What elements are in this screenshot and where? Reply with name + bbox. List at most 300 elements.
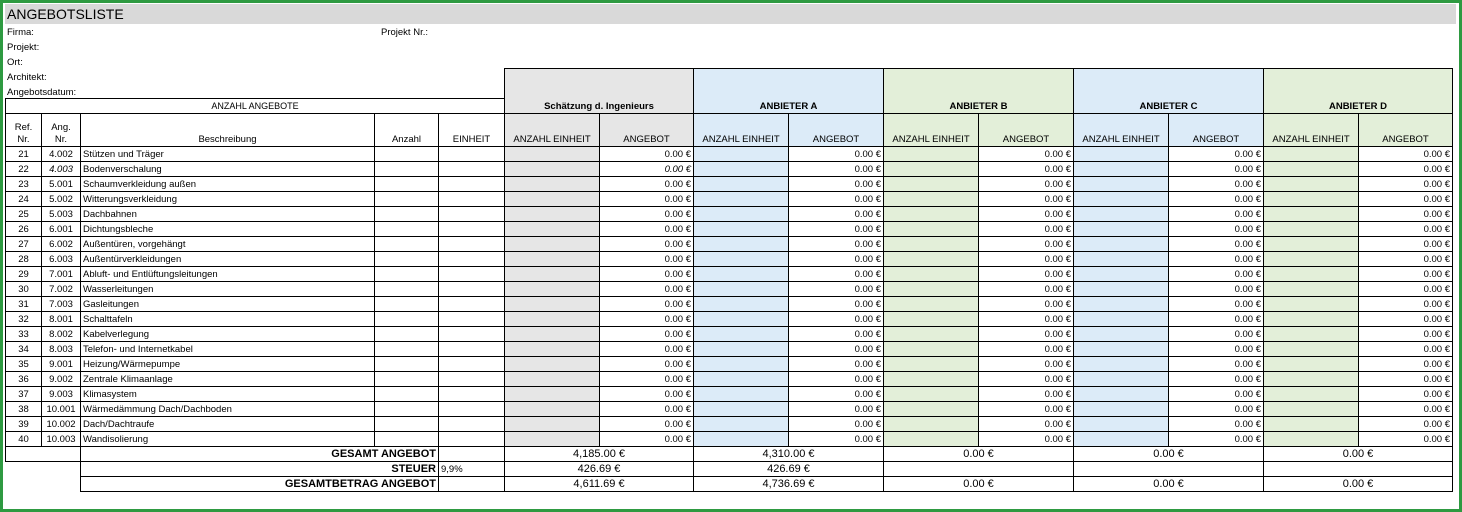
row-anzahl-einheit-anbieter-d[interactable] — [1264, 252, 1359, 267]
row-anzahl-einheit-anbieter-a[interactable] — [694, 357, 789, 372]
row-anzahl-einheit-anbieter-c[interactable] — [1074, 387, 1169, 402]
row-angebot-anbieter-c[interactable]: 0.00 € — [1169, 207, 1264, 222]
row-angebot-anbieter-d[interactable]: 0.00 € — [1359, 162, 1453, 177]
row-einheit[interactable] — [439, 222, 505, 237]
row-anzahl-einheit-anbieter-b[interactable] — [884, 402, 979, 417]
header-anzahl: Anzahl — [375, 114, 439, 147]
row-angebot-estimate[interactable]: 0.00 € — [600, 297, 694, 312]
header-spacer-c — [1074, 69, 1264, 99]
row-angebot-anbieter-a[interactable]: 0.00 € — [789, 387, 884, 402]
row-angebot-estimate[interactable]: 0.00 € — [600, 222, 694, 237]
row-beschreibung[interactable]: Außentüren, vorgehängt — [81, 237, 375, 252]
header-angebot-estimate: ANGEBOT — [600, 114, 694, 147]
row-ang-nr: 4.003 — [42, 162, 81, 177]
row-beschreibung[interactable]: Wasserleitungen — [81, 282, 375, 297]
row-angebot-anbieter-a[interactable]: 0.00 € — [789, 267, 884, 282]
row-anzahl-einheit-anbieter-b[interactable] — [884, 252, 979, 267]
row-ref: 28 — [6, 252, 42, 267]
row-beschreibung[interactable]: Bodenverschalung — [81, 162, 375, 177]
row-anzahl-einheit-estimate[interactable] — [505, 267, 600, 282]
row-anzahl-einheit-anbieter-b[interactable] — [884, 192, 979, 207]
row-beschreibung[interactable]: Witterungsverkleidung — [81, 192, 375, 207]
row-anzahl-einheit-anbieter-c[interactable] — [1074, 237, 1169, 252]
row-anzahl-einheit-anbieter-d[interactable] — [1264, 192, 1359, 207]
row-einheit[interactable] — [439, 237, 505, 252]
row-einheit[interactable] — [439, 372, 505, 387]
row-anzahl-einheit-anbieter-d[interactable] — [1264, 327, 1359, 342]
row-ref: 37 — [6, 387, 42, 402]
header-angebot-anbieter-b: ANGEBOT — [979, 114, 1074, 147]
row-anzahl-einheit-estimate[interactable] — [505, 252, 600, 267]
row-einheit[interactable] — [439, 177, 505, 192]
row-angebot-anbieter-a[interactable]: 0.00 € — [789, 357, 884, 372]
row-anzahl-einheit-anbieter-a[interactable] — [694, 417, 789, 432]
row-anzahl-einheit-anbieter-a[interactable] — [694, 147, 789, 162]
summary-steuer — [6, 462, 1453, 477]
row-anzahl[interactable] — [375, 342, 439, 357]
summary-gesamt-anbieter-c: 0.00 € — [1074, 447, 1264, 462]
row-anzahl-einheit-anbieter-a[interactable] — [694, 162, 789, 177]
row-beschreibung[interactable]: Kabelverlegung — [81, 327, 375, 342]
row-einheit[interactable] — [439, 207, 505, 222]
row-angebot-anbieter-a[interactable]: 0.00 € — [789, 342, 884, 357]
row-ang-nr: 10.003 — [42, 432, 81, 447]
row-anzahl-einheit-anbieter-d[interactable] — [1264, 222, 1359, 237]
row-anzahl-einheit-anbieter-d[interactable] — [1264, 342, 1359, 357]
row-angebot-anbieter-b[interactable]: 0.00 € — [979, 327, 1074, 342]
row-anzahl-einheit-anbieter-b[interactable] — [884, 267, 979, 282]
header-ref: Ref. Nr. — [6, 114, 42, 147]
row-einheit[interactable] — [439, 417, 505, 432]
row-angebot-anbieter-c[interactable]: 0.00 € — [1169, 417, 1264, 432]
row-beschreibung[interactable]: Wärmedämmung Dach/Dachboden — [81, 402, 375, 417]
row-anzahl-einheit-anbieter-c[interactable] — [1074, 432, 1169, 447]
row-anzahl-einheit-anbieter-d[interactable] — [1264, 357, 1359, 372]
row-angebot-anbieter-b[interactable]: 0.00 € — [979, 222, 1074, 237]
row-ref: 21 — [6, 147, 42, 162]
row-angebot-anbieter-c[interactable]: 0.00 € — [1169, 267, 1264, 282]
row-angebot-anbieter-c[interactable]: 0.00 € — [1169, 402, 1264, 417]
row-einheit[interactable] — [439, 267, 505, 282]
row-anzahl-einheit-anbieter-a[interactable] — [694, 282, 789, 297]
row-angebot-estimate[interactable]: 0.00 € — [600, 162, 694, 177]
row-angebot-anbieter-b[interactable]: 0.00 € — [979, 372, 1074, 387]
row-beschreibung[interactable]: Dichtungsbleche — [81, 222, 375, 237]
row-ref: 31 — [6, 297, 42, 312]
row-angebot-estimate[interactable]: 0.00 € — [600, 372, 694, 387]
row-anzahl-einheit-anbieter-c[interactable] — [1074, 342, 1169, 357]
row-angebot-anbieter-a[interactable]: 0.00 € — [789, 282, 884, 297]
row-anzahl-einheit-anbieter-b[interactable] — [884, 357, 979, 372]
row-angebot-anbieter-d[interactable]: 0.00 € — [1359, 342, 1453, 357]
row-anzahl-einheit-estimate[interactable] — [505, 297, 600, 312]
table-row — [6, 147, 1453, 162]
row-einheit[interactable] — [439, 192, 505, 207]
row-anzahl-einheit-anbieter-b[interactable] — [884, 327, 979, 342]
row-anzahl-einheit-anbieter-b[interactable] — [884, 162, 979, 177]
row-anzahl-einheit-anbieter-c[interactable] — [1074, 192, 1169, 207]
row-angebot-anbieter-d[interactable]: 0.00 € — [1359, 402, 1453, 417]
row-anzahl-einheit-anbieter-b[interactable] — [884, 222, 979, 237]
row-angebot-anbieter-d[interactable]: 0.00 € — [1359, 252, 1453, 267]
row-einheit[interactable] — [439, 432, 505, 447]
row-anzahl-einheit-anbieter-b[interactable] — [884, 342, 979, 357]
row-anzahl-einheit-anbieter-c[interactable] — [1074, 252, 1169, 267]
summary-gesamtbetrag-anbieter-a: 4,736.69 € — [694, 477, 884, 492]
row-anzahl-einheit-anbieter-b[interactable] — [884, 417, 979, 432]
row-ref: 29 — [6, 267, 42, 282]
row-anzahl[interactable] — [375, 327, 439, 342]
row-angebot-estimate[interactable]: 0.00 € — [600, 177, 694, 192]
row-beschreibung[interactable]: Dachbahnen — [81, 207, 375, 222]
row-anzahl-einheit-estimate[interactable] — [505, 342, 600, 357]
row-angebot-anbieter-a[interactable]: 0.00 € — [789, 327, 884, 342]
row-angebot-anbieter-b[interactable]: 0.00 € — [979, 282, 1074, 297]
row-anzahl-einheit-anbieter-c[interactable] — [1074, 177, 1169, 192]
row-angebot-anbieter-d[interactable]: 0.00 € — [1359, 327, 1453, 342]
header-anbieter-b: ANBIETER B — [884, 99, 1074, 114]
row-anzahl-einheit-anbieter-d[interactable] — [1264, 267, 1359, 282]
row-anzahl-einheit-estimate[interactable] — [505, 312, 600, 327]
row-beschreibung[interactable]: Stützen und Träger — [81, 147, 375, 162]
row-angebot-anbieter-d[interactable]: 0.00 € — [1359, 357, 1453, 372]
row-angebot-estimate[interactable]: 0.00 € — [600, 432, 694, 447]
row-anzahl-einheit-anbieter-d[interactable] — [1264, 297, 1359, 312]
row-einheit[interactable] — [439, 387, 505, 402]
header-anzahl-angebote: ANZAHL ANGEBOTE — [6, 99, 505, 114]
row-ref: 27 — [6, 237, 42, 252]
row-anzahl[interactable] — [375, 417, 439, 432]
row-anzahl-einheit-anbieter-a[interactable] — [694, 192, 789, 207]
row-anzahl[interactable] — [375, 237, 439, 252]
row-anzahl-einheit-anbieter-d[interactable] — [1264, 162, 1359, 177]
row-angebot-anbieter-a[interactable]: 0.00 € — [789, 237, 884, 252]
row-angebot-anbieter-b[interactable]: 0.00 € — [979, 312, 1074, 327]
table-row — [6, 327, 1453, 342]
row-anzahl[interactable] — [375, 252, 439, 267]
row-anzahl[interactable] — [375, 147, 439, 162]
row-angebot-anbieter-b[interactable]: 0.00 € — [979, 207, 1074, 222]
row-ang-nr: 7.001 — [42, 267, 81, 282]
row-anzahl[interactable] — [375, 297, 439, 312]
row-angebot-estimate[interactable]: 0.00 € — [600, 252, 694, 267]
row-einheit[interactable] — [439, 297, 505, 312]
row-angebot-anbieter-d[interactable]: 0.00 € — [1359, 372, 1453, 387]
row-anzahl-einheit-anbieter-d[interactable] — [1264, 147, 1359, 162]
row-angebot-anbieter-b[interactable]: 0.00 € — [979, 267, 1074, 282]
row-anzahl-einheit-anbieter-d[interactable] — [1264, 432, 1359, 447]
row-einheit[interactable] — [439, 252, 505, 267]
row-anzahl-einheit-anbieter-a[interactable] — [694, 387, 789, 402]
row-angebot-anbieter-b[interactable]: 0.00 € — [979, 162, 1074, 177]
header-anbieter-a: ANBIETER A — [694, 99, 884, 114]
row-anzahl-einheit-anbieter-b[interactable] — [884, 177, 979, 192]
row-anzahl-einheit-estimate[interactable] — [505, 192, 600, 207]
row-angebot-anbieter-c[interactable]: 0.00 € — [1169, 432, 1264, 447]
row-anzahl-einheit-anbieter-b[interactable] — [884, 207, 979, 222]
row-angebot-estimate[interactable]: 0.00 € — [600, 207, 694, 222]
header-spacer — [6, 69, 505, 99]
row-anzahl-einheit-anbieter-b[interactable] — [884, 297, 979, 312]
summary-steuer-blank — [6, 462, 81, 477]
row-angebot-anbieter-b[interactable]: 0.00 € — [979, 402, 1074, 417]
row-angebot-estimate[interactable]: 0.00 € — [600, 327, 694, 342]
row-anzahl-einheit-estimate[interactable] — [505, 282, 600, 297]
row-angebot-anbieter-a[interactable]: 0.00 € — [789, 402, 884, 417]
row-angebot-anbieter-c[interactable]: 0.00 € — [1169, 252, 1264, 267]
row-anzahl-einheit-anbieter-a[interactable] — [694, 207, 789, 222]
row-anzahl[interactable] — [375, 357, 439, 372]
row-anzahl-einheit-estimate[interactable] — [505, 327, 600, 342]
row-anzahl-einheit-anbieter-b[interactable] — [884, 372, 979, 387]
row-angebot-anbieter-c[interactable]: 0.00 € — [1169, 177, 1264, 192]
row-angebot-estimate[interactable]: 0.00 € — [600, 192, 694, 207]
row-anzahl[interactable] — [375, 432, 439, 447]
row-angebot-anbieter-c[interactable]: 0.00 € — [1169, 282, 1264, 297]
row-angebot-anbieter-c[interactable]: 0.00 € — [1169, 312, 1264, 327]
table-row — [6, 417, 1453, 432]
row-angebot-anbieter-c[interactable]: 0.00 € — [1169, 147, 1264, 162]
row-ang-nr: 9.003 — [42, 387, 81, 402]
row-beschreibung[interactable]: Heizung/Wärmepumpe — [81, 357, 375, 372]
row-anzahl[interactable] — [375, 372, 439, 387]
row-einheit[interactable] — [439, 282, 505, 297]
row-angebot-anbieter-d[interactable]: 0.00 € — [1359, 177, 1453, 192]
row-angebot-anbieter-c[interactable]: 0.00 € — [1169, 162, 1264, 177]
row-anzahl[interactable] — [375, 312, 439, 327]
row-anzahl-einheit-anbieter-c[interactable] — [1074, 372, 1169, 387]
row-anzahl-einheit-anbieter-b[interactable] — [884, 282, 979, 297]
row-anzahl-einheit-anbieter-c[interactable] — [1074, 207, 1169, 222]
row-beschreibung[interactable]: Schaumverkleidung außen — [81, 177, 375, 192]
row-anzahl-einheit-anbieter-d[interactable] — [1264, 282, 1359, 297]
row-anzahl-einheit-anbieter-a[interactable] — [694, 222, 789, 237]
row-angebot-anbieter-d[interactable]: 0.00 € — [1359, 267, 1453, 282]
row-anzahl-einheit-estimate[interactable] — [505, 357, 600, 372]
row-angebot-estimate[interactable]: 0.00 € — [600, 312, 694, 327]
row-angebot-anbieter-c[interactable]: 0.00 € — [1169, 327, 1264, 342]
row-beschreibung[interactable]: Zentrale Klimaanlage — [81, 372, 375, 387]
row-angebot-anbieter-b[interactable]: 0.00 € — [979, 237, 1074, 252]
row-angebot-anbieter-d[interactable]: 0.00 € — [1359, 297, 1453, 312]
row-angebot-anbieter-b[interactable]: 0.00 € — [979, 342, 1074, 357]
row-angebot-anbieter-a[interactable]: 0.00 € — [789, 147, 884, 162]
row-angebot-anbieter-a[interactable]: 0.00 € — [789, 312, 884, 327]
row-angebot-anbieter-b[interactable]: 0.00 € — [979, 432, 1074, 447]
row-anzahl-einheit-anbieter-c[interactable] — [1074, 417, 1169, 432]
row-anzahl-einheit-anbieter-c[interactable] — [1074, 297, 1169, 312]
row-anzahl-einheit-anbieter-d[interactable] — [1264, 312, 1359, 327]
row-einheit[interactable] — [439, 357, 505, 372]
row-anzahl-einheit-anbieter-c[interactable] — [1074, 147, 1169, 162]
row-einheit[interactable] — [439, 312, 505, 327]
row-anzahl-einheit-estimate[interactable] — [505, 237, 600, 252]
row-anzahl-einheit-anbieter-b[interactable] — [884, 432, 979, 447]
row-anzahl-einheit-anbieter-a[interactable] — [694, 267, 789, 282]
row-angebot-anbieter-d[interactable]: 0.00 € — [1359, 147, 1453, 162]
row-angebot-anbieter-c[interactable]: 0.00 € — [1169, 297, 1264, 312]
row-angebot-anbieter-a[interactable]: 0.00 € — [789, 177, 884, 192]
row-angebot-anbieter-d[interactable]: 0.00 € — [1359, 417, 1453, 432]
summary-gesamtbetrag-estimate: 4,611.69 € — [505, 477, 694, 492]
row-anzahl-einheit-anbieter-c[interactable] — [1074, 282, 1169, 297]
row-angebot-estimate[interactable]: 0.00 € — [600, 267, 694, 282]
row-beschreibung[interactable]: Wandisolierung — [81, 432, 375, 447]
summary-gesamt-label: GESAMT ANGEBOT — [81, 447, 439, 462]
row-angebot-anbieter-b[interactable]: 0.00 € — [979, 387, 1074, 402]
row-angebot-anbieter-b[interactable]: 0.00 € — [979, 252, 1074, 267]
row-angebot-anbieter-d[interactable]: 0.00 € — [1359, 192, 1453, 207]
row-anzahl-einheit-anbieter-a[interactable] — [694, 432, 789, 447]
row-einheit[interactable] — [439, 342, 505, 357]
row-anzahl[interactable] — [375, 162, 439, 177]
row-anzahl[interactable] — [375, 282, 439, 297]
row-anzahl-einheit-estimate[interactable] — [505, 387, 600, 402]
row-anzahl-einheit-anbieter-d[interactable] — [1264, 417, 1359, 432]
row-angebot-anbieter-c[interactable]: 0.00 € — [1169, 237, 1264, 252]
row-anzahl[interactable] — [375, 387, 439, 402]
summary-gesamt — [6, 447, 1453, 462]
row-angebot-estimate[interactable]: 0.00 € — [600, 237, 694, 252]
row-einheit[interactable] — [439, 147, 505, 162]
row-angebot-anbieter-c[interactable]: 0.00 € — [1169, 342, 1264, 357]
row-angebot-anbieter-d[interactable]: 0.00 € — [1359, 432, 1453, 447]
row-angebot-estimate[interactable]: 0.00 € — [600, 387, 694, 402]
table-row — [6, 237, 1453, 252]
row-angebot-anbieter-b[interactable]: 0.00 € — [979, 147, 1074, 162]
row-angebot-anbieter-a[interactable]: 0.00 € — [789, 222, 884, 237]
row-anzahl[interactable] — [375, 402, 439, 417]
row-beschreibung[interactable]: Dach/Dachtraufe — [81, 417, 375, 432]
row-anzahl-einheit-anbieter-a[interactable] — [694, 237, 789, 252]
row-anzahl-einheit-anbieter-a[interactable] — [694, 402, 789, 417]
row-anzahl-einheit-anbieter-a[interactable] — [694, 312, 789, 327]
row-angebot-anbieter-b[interactable]: 0.00 € — [979, 417, 1074, 432]
row-angebot-anbieter-b[interactable]: 0.00 € — [979, 192, 1074, 207]
row-angebot-anbieter-a[interactable]: 0.00 € — [789, 432, 884, 447]
info-ort: Ort: — [7, 57, 23, 68]
row-anzahl-einheit-anbieter-a[interactable] — [694, 327, 789, 342]
row-angebot-estimate[interactable]: 0.00 € — [600, 357, 694, 372]
row-anzahl-einheit-anbieter-a[interactable] — [694, 297, 789, 312]
row-anzahl-einheit-anbieter-b[interactable] — [884, 237, 979, 252]
row-angebot-anbieter-a[interactable]: 0.00 € — [789, 252, 884, 267]
row-angebot-estimate[interactable]: 0.00 € — [600, 147, 694, 162]
row-angebot-anbieter-a[interactable]: 0.00 € — [789, 207, 884, 222]
row-anzahl-einheit-anbieter-a[interactable] — [694, 252, 789, 267]
row-anzahl-einheit-anbieter-d[interactable] — [1264, 237, 1359, 252]
row-anzahl-einheit-estimate[interactable] — [505, 372, 600, 387]
row-angebot-anbieter-a[interactable]: 0.00 € — [789, 192, 884, 207]
row-anzahl-einheit-estimate[interactable] — [505, 432, 600, 447]
table-row — [6, 252, 1453, 267]
row-anzahl-einheit-anbieter-c[interactable] — [1074, 312, 1169, 327]
row-anzahl-einheit-estimate[interactable] — [505, 147, 600, 162]
row-einheit[interactable] — [439, 162, 505, 177]
summary-gesamt-blank — [6, 447, 81, 462]
row-angebot-estimate[interactable]: 0.00 € — [600, 402, 694, 417]
row-anzahl-einheit-anbieter-c[interactable] — [1074, 162, 1169, 177]
row-angebot-anbieter-c[interactable]: 0.00 € — [1169, 222, 1264, 237]
row-anzahl-einheit-anbieter-d[interactable] — [1264, 372, 1359, 387]
summary-gesamt-anbieter-d: 0.00 € — [1264, 447, 1453, 462]
summary-steuer-anbieter-b — [884, 462, 1074, 477]
row-beschreibung[interactable]: Außentürverkleidungen — [81, 252, 375, 267]
row-anzahl-einheit-anbieter-a[interactable] — [694, 342, 789, 357]
row-anzahl-einheit-estimate[interactable] — [505, 177, 600, 192]
row-angebot-estimate[interactable]: 0.00 € — [600, 342, 694, 357]
row-anzahl-einheit-estimate[interactable] — [505, 402, 600, 417]
row-beschreibung[interactable]: Schalttafeln — [81, 312, 375, 327]
row-anzahl-einheit-anbieter-b[interactable] — [884, 147, 979, 162]
row-beschreibung[interactable]: Abluft- und Entlüftungsleitungen — [81, 267, 375, 282]
row-anzahl-einheit-anbieter-d[interactable] — [1264, 177, 1359, 192]
row-anzahl[interactable] — [375, 207, 439, 222]
info-architekt: Architekt: — [7, 72, 47, 83]
row-anzahl-einheit-anbieter-c[interactable] — [1074, 267, 1169, 282]
row-anzahl-einheit-estimate[interactable] — [505, 222, 600, 237]
row-angebot-estimate[interactable]: 0.00 € — [600, 282, 694, 297]
row-angebot-anbieter-b[interactable]: 0.00 € — [979, 357, 1074, 372]
row-angebot-anbieter-d[interactable]: 0.00 € — [1359, 387, 1453, 402]
row-anzahl[interactable] — [375, 222, 439, 237]
row-beschreibung[interactable]: Klimasystem — [81, 387, 375, 402]
row-anzahl-einheit-anbieter-d[interactable] — [1264, 402, 1359, 417]
row-anzahl-einheit-anbieter-a[interactable] — [694, 177, 789, 192]
row-einheit[interactable] — [439, 402, 505, 417]
row-anzahl-einheit-anbieter-c[interactable] — [1074, 222, 1169, 237]
info-angebotsdatum: Angebotsdatum: — [7, 87, 77, 98]
row-angebot-anbieter-a[interactable]: 0.00 € — [789, 297, 884, 312]
row-angebot-anbieter-d[interactable]: 0.00 € — [1359, 312, 1453, 327]
row-anzahl-einheit-anbieter-c[interactable] — [1074, 357, 1169, 372]
row-anzahl-einheit-estimate[interactable] — [505, 207, 600, 222]
row-angebot-anbieter-d[interactable]: 0.00 € — [1359, 237, 1453, 252]
row-angebot-anbieter-c[interactable]: 0.00 € — [1169, 372, 1264, 387]
row-angebot-anbieter-a[interactable]: 0.00 € — [789, 162, 884, 177]
row-anzahl-einheit-anbieter-c[interactable] — [1074, 402, 1169, 417]
row-angebot-anbieter-a[interactable]: 0.00 € — [789, 417, 884, 432]
row-beschreibung[interactable]: Gasleitungen — [81, 297, 375, 312]
row-angebot-anbieter-c[interactable]: 0.00 € — [1169, 192, 1264, 207]
row-angebot-estimate[interactable]: 0.00 € — [600, 417, 694, 432]
row-anzahl-einheit-anbieter-c[interactable] — [1074, 327, 1169, 342]
summary-steuer-anbieter-d — [1264, 462, 1453, 477]
row-anzahl[interactable] — [375, 177, 439, 192]
row-anzahl[interactable] — [375, 192, 439, 207]
row-anzahl-einheit-anbieter-b[interactable] — [884, 312, 979, 327]
header-ang: Ang. Nr. — [42, 114, 81, 147]
row-anzahl[interactable] — [375, 267, 439, 282]
row-angebot-anbieter-d[interactable]: 0.00 € — [1359, 207, 1453, 222]
row-einheit[interactable] — [439, 327, 505, 342]
row-angebot-anbieter-b[interactable]: 0.00 € — [979, 177, 1074, 192]
row-angebot-anbieter-d[interactable]: 0.00 € — [1359, 222, 1453, 237]
row-anzahl-einheit-anbieter-d[interactable] — [1264, 207, 1359, 222]
summary-steuer-estimate: 426.69 € — [505, 462, 694, 477]
row-angebot-anbieter-a[interactable]: 0.00 € — [789, 372, 884, 387]
row-angebot-anbieter-c[interactable]: 0.00 € — [1169, 387, 1264, 402]
row-angebot-anbieter-c[interactable]: 0.00 € — [1169, 357, 1264, 372]
row-beschreibung[interactable]: Telefon- und Internetkabel — [81, 342, 375, 357]
row-anzahl-einheit-anbieter-a[interactable] — [694, 372, 789, 387]
row-anzahl-einheit-estimate[interactable] — [505, 162, 600, 177]
row-angebot-anbieter-d[interactable]: 0.00 € — [1359, 282, 1453, 297]
row-anzahl-einheit-estimate[interactable] — [505, 417, 600, 432]
row-angebot-anbieter-b[interactable]: 0.00 € — [979, 297, 1074, 312]
row-anzahl-einheit-anbieter-d[interactable] — [1264, 387, 1359, 402]
row-anzahl-einheit-anbieter-b[interactable] — [884, 387, 979, 402]
